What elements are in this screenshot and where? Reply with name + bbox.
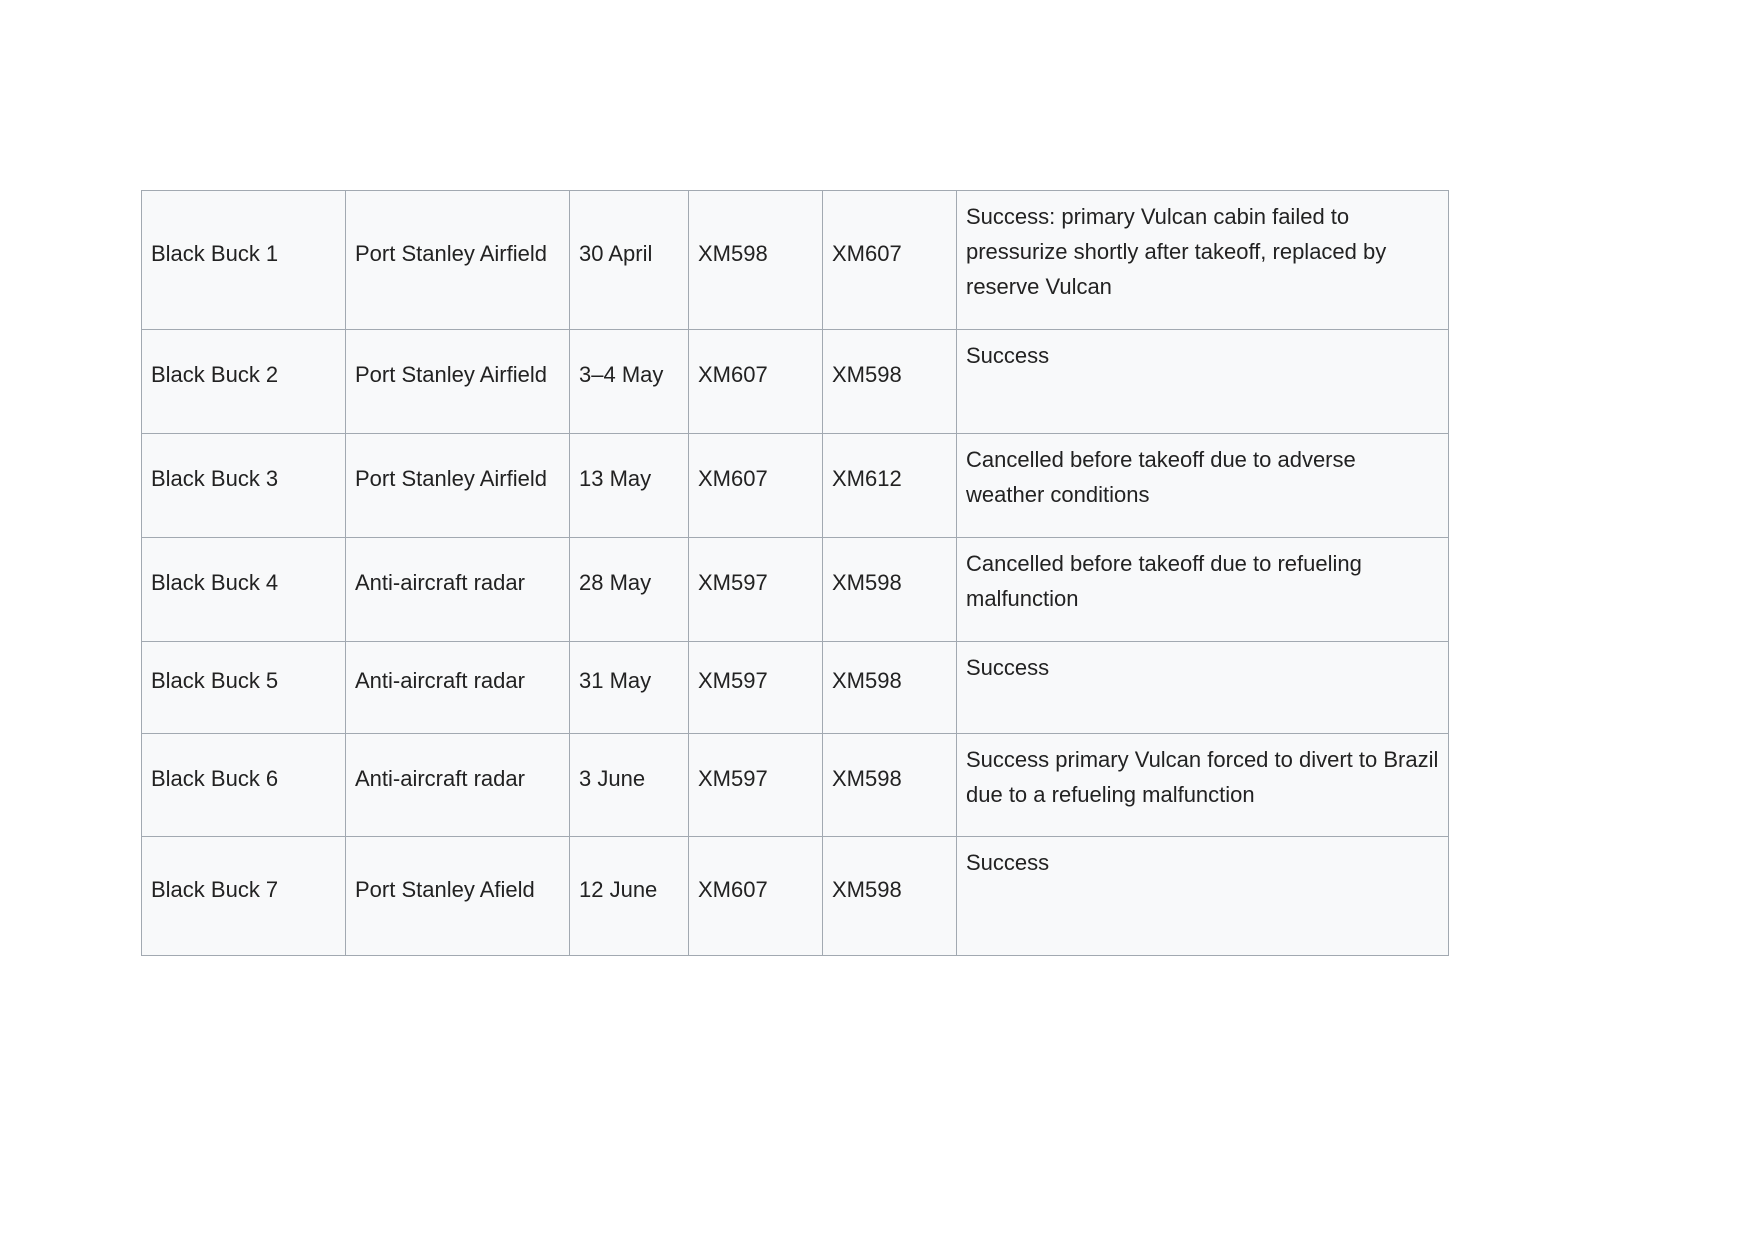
primary-aircraft-cell: XM607 (689, 837, 823, 956)
primary-aircraft-cell: XM607 (689, 330, 823, 434)
result-cell: Cancelled before takeoff due to refueling malfunction (957, 538, 1449, 642)
mission-name-cell: Black Buck 5 (142, 642, 346, 734)
table-row (142, 330, 1449, 434)
date-cell: 3 June (570, 734, 689, 837)
primary-aircraft-cell: XM607 (689, 434, 823, 538)
date-cell: 13 May (570, 434, 689, 538)
reserve-aircraft-cell: XM612 (823, 434, 957, 538)
reserve-aircraft-cell: XM607 (823, 191, 957, 330)
result-cell: Success primary Vulcan forced to divert to Brazil due to a refueling malfunction (957, 734, 1449, 837)
date-cell: 30 April (570, 191, 689, 330)
result-cell: Success: primary Vulcan cabin failed to pressurize shortly after takeoff, replaced by reserve Vulcan (957, 191, 1449, 330)
mission-name-cell: Black Buck 6 (142, 734, 346, 837)
target-cell: Anti-aircraft radar (346, 734, 570, 837)
target-cell: Anti-aircraft radar (346, 538, 570, 642)
primary-aircraft-cell: XM597 (689, 642, 823, 734)
table-row (142, 538, 1449, 642)
mission-name-cell: Black Buck 2 (142, 330, 346, 434)
mission-name-cell: Black Buck 1 (142, 191, 346, 330)
missions-table (141, 190, 1449, 956)
table-row (142, 734, 1449, 837)
reserve-aircraft-cell: XM598 (823, 837, 957, 956)
mission-name-cell: Black Buck 3 (142, 434, 346, 538)
target-cell: Port Stanley Airfield (346, 191, 570, 330)
result-cell: Success (957, 837, 1449, 956)
date-cell: 3–4 May (570, 330, 689, 434)
table-row (142, 642, 1449, 734)
primary-aircraft-cell: XM597 (689, 538, 823, 642)
reserve-aircraft-cell: XM598 (823, 330, 957, 434)
target-cell: Anti-aircraft radar (346, 642, 570, 734)
reserve-aircraft-cell: XM598 (823, 642, 957, 734)
primary-aircraft-cell: XM597 (689, 734, 823, 837)
result-cell: Success (957, 330, 1449, 434)
result-cell: Success (957, 642, 1449, 734)
table-row (142, 837, 1449, 956)
target-cell: Port Stanley Airfield (346, 330, 570, 434)
primary-aircraft-cell: XM598 (689, 191, 823, 330)
reserve-aircraft-cell: XM598 (823, 538, 957, 642)
table-row (142, 191, 1449, 330)
date-cell: 28 May (570, 538, 689, 642)
result-cell: Cancelled before takeoff due to adverse weather conditions (957, 434, 1449, 538)
reserve-aircraft-cell: XM598 (823, 734, 957, 837)
target-cell: Port Stanley Airfield (346, 434, 570, 538)
date-cell: 12 June (570, 837, 689, 956)
table-row (142, 434, 1449, 538)
mission-name-cell: Black Buck 4 (142, 538, 346, 642)
mission-name-cell: Black Buck 7 (142, 837, 346, 956)
target-cell: Port Stanley Afield (346, 837, 570, 956)
date-cell: 31 May (570, 642, 689, 734)
